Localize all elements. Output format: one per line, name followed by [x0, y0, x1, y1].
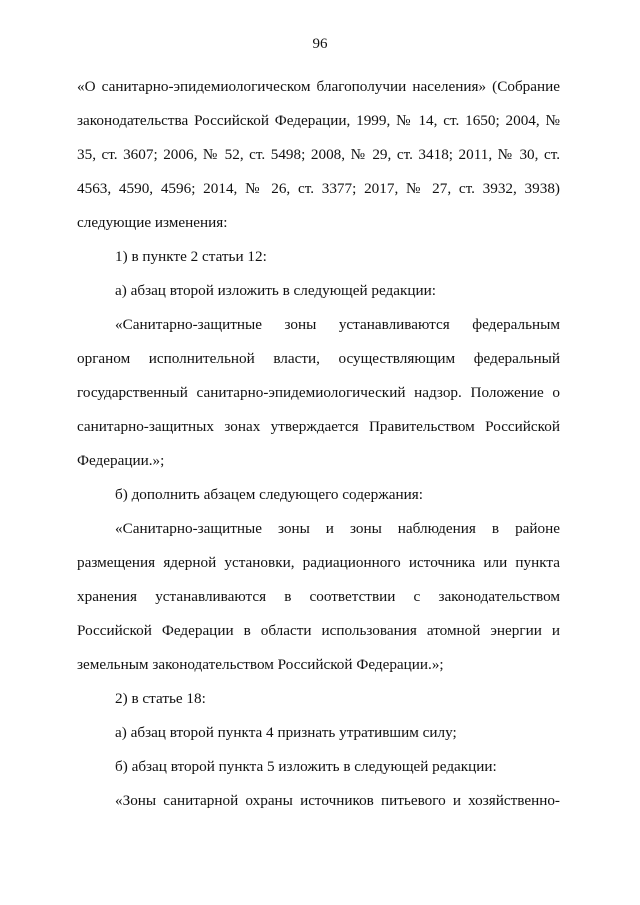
paragraph-law-citation: «О санитарно-эпидемиологическом благополучии населения» (Собрание законодательства Российской Федерации, 1999, № 14, ст. 1650; 2004, № 35, ст. 3607; 2006, № 52, ст. 5498; 2008, № 29, ст. 3418; 2011, № 30, ст. 4563, 4590, 4596; 2014, № 26, ст. 3377; 2017, № 27, ст. 3932, 3938) следующие изменения:: [77, 78, 560, 231]
page-number: 96: [312, 36, 328, 52]
paragraph-item-2: 2) в статье 18:: [115, 690, 206, 707]
paragraph-quote-observation-zones: «Санитарно-защитные зоны и зоны наблюдения в районе размещения ядерной установки, радиационного источника или пункта хранения устанавливаются в соответствии с законодательством Российской Федерации в области использования атомной энергии и земельным законодательством Российской Федерации.»;: [77, 520, 560, 673]
document-body: [77, 70, 560, 818]
paragraph-quote-water-zones: «Зоны санитарной охраны источников питьевого и хозяйственно-: [115, 792, 560, 809]
paragraph-item-1: 1) в пункте 2 статьи 12:: [115, 248, 267, 265]
paragraph-subitem-b-article-18: б) абзац второй пункта 5 изложить в следующей редакции:: [115, 758, 497, 775]
paragraph-subitem-a: а) абзац второй изложить в следующей редакции:: [115, 282, 437, 299]
paragraph-subitem-b: б) дополнить абзацем следующего содержания:: [115, 486, 423, 503]
paragraph-quote-sanitary-zones: «Санитарно-защитные зоны устанавливаются федеральным органом исполнительной власти, осуществляющим федеральный государственный санитарно-эпидемиологический надзор. Положение о санитарно-защитных зонах утверждается Правительством Российской Федерации.»;: [77, 316, 560, 469]
paragraph-subitem-a-article-18: а) абзац второй пункта 4 признать утратившим силу;: [115, 724, 457, 741]
